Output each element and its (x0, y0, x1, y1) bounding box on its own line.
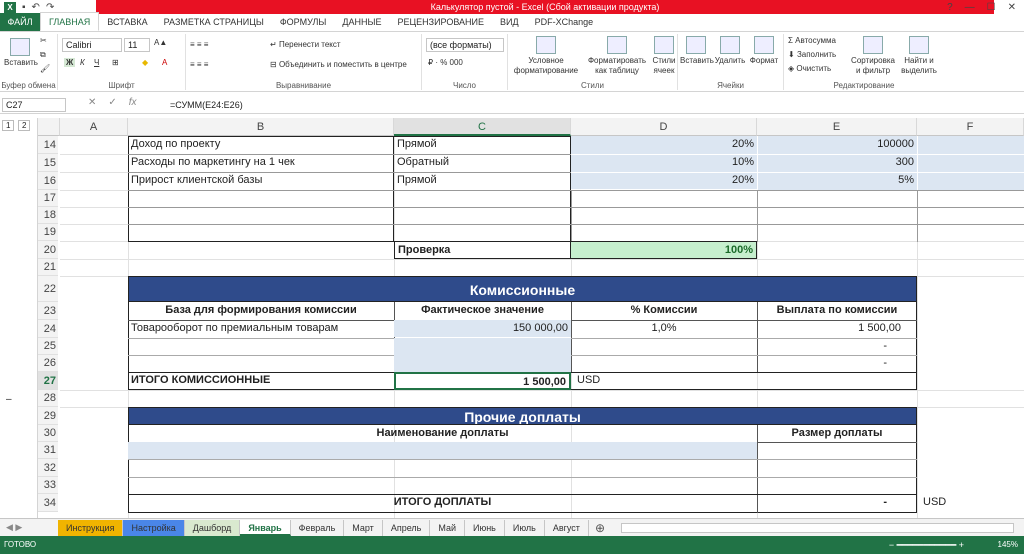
alignment-group (186, 34, 422, 90)
sheet-tab-settings[interactable]: Настройка (123, 520, 184, 536)
cell-e15[interactable]: 300 (895, 156, 914, 168)
styles-group (508, 34, 678, 90)
row-header[interactable]: 17 (38, 190, 58, 207)
cell-f34[interactable]: USD (923, 496, 947, 508)
format-as-table-button[interactable] (586, 36, 648, 76)
cell-b24[interactable]: Товарооборот по премиальным товарам (131, 322, 339, 334)
cell-d27[interactable]: USD (577, 374, 601, 386)
italic-button[interactable]: К (80, 58, 85, 67)
format-as-table-label: Форматировать как таблицу (587, 56, 647, 75)
row-header[interactable]: 18 (38, 207, 58, 224)
horizontal-scrollbar[interactable] (621, 523, 1014, 533)
outline-level-2[interactable]: 2 (18, 120, 30, 131)
insert-cells-label: Вставить (680, 56, 714, 65)
wrap-text-button[interactable]: ↵ Перенести текст (270, 40, 341, 49)
tab-insert[interactable]: ВСТАВКА (107, 17, 148, 27)
sheet-tab-march[interactable]: Март (344, 520, 383, 536)
align-left-icon[interactable]: ≡ ≡ ≡ (190, 60, 209, 69)
cell-c27-selected[interactable]: 1 500,00 (394, 372, 571, 390)
row-header[interactable]: 19 (38, 224, 58, 241)
font-group (58, 34, 186, 90)
find-select-label: Найти и выделить (901, 56, 937, 75)
autosum-button[interactable]: Σ Автосумма (788, 36, 836, 45)
cell-d16[interactable]: 20% (731, 174, 754, 186)
params-value-f (917, 136, 1024, 190)
cells-group-label: Ячейки (717, 81, 744, 90)
row-header[interactable]: 33 (38, 477, 58, 494)
cells-group (678, 34, 784, 90)
autosum-label: Автосумма (795, 36, 836, 45)
formula-bar (0, 96, 1024, 114)
cell-b14[interactable]: Доход по проекту (131, 138, 221, 150)
format-cells-label: Формат (749, 56, 779, 65)
sheet-tab-june[interactable]: Июнь (465, 520, 505, 536)
header-commission-payout: Выплата по комиссии (776, 304, 898, 316)
clipboard-group (0, 34, 58, 90)
row-header[interactable]: 24 (38, 320, 58, 338)
row-header[interactable]: 32 (38, 459, 58, 477)
outline-bar (0, 118, 38, 518)
tab-pdf-xchange[interactable]: PDF-XChange (534, 17, 594, 27)
merge-center-button[interactable]: ⊟ Объединить и поместить в центре (270, 60, 407, 69)
grow-font-icon[interactable]: A▲ (154, 38, 168, 47)
clear-label: Очистить (796, 64, 832, 73)
ribbon (0, 32, 1024, 92)
outline-level-1[interactable]: 1 (2, 120, 14, 131)
redo-icon[interactable]: ↷ (45, 1, 55, 13)
cell-styles-button[interactable] (650, 36, 678, 76)
insert-cells-button[interactable] (680, 36, 712, 65)
sheet-tab-instruction[interactable]: Инструкция (58, 520, 123, 536)
select-all-corner[interactable] (38, 118, 60, 136)
paste-button[interactable] (4, 38, 36, 67)
row-header[interactable]: 31 (38, 442, 58, 459)
underline-button[interactable]: Ч (94, 58, 100, 67)
sheet-tab-january[interactable]: Январь (240, 520, 290, 536)
paste-label: Вставить (4, 58, 38, 67)
sort-filter-label: Сортировка и фильтр (851, 56, 895, 75)
row-header[interactable]: 21 (38, 259, 58, 276)
cell-b34[interactable]: ИТОГО ДОПЛАТЫ (393, 496, 492, 508)
delete-cells-icon (720, 36, 740, 54)
sheet-tab-april[interactable]: Апрель (383, 520, 431, 536)
format-as-table-icon (607, 36, 627, 54)
cell-e25[interactable]: - (883, 340, 887, 352)
cancel-icon[interactable]: ✕ (88, 97, 97, 108)
column-header-d[interactable]: D (571, 118, 757, 136)
column-header-f[interactable]: F (917, 118, 1024, 136)
column-header-e[interactable]: E (757, 118, 917, 136)
status-ready: ГОТОВО (4, 540, 37, 549)
row-header[interactable]: 28 (38, 390, 58, 407)
percent-icon[interactable]: ₽ · % 000 (428, 58, 463, 67)
fill-button[interactable]: ⬇ Заполнить (788, 50, 837, 59)
merge-center-label: Объединить и поместить в центре (278, 60, 407, 69)
sort-filter-icon (863, 36, 883, 54)
delete-cells-label: Удалить (714, 56, 746, 65)
sort-filter-button[interactable] (850, 36, 896, 76)
alignment-group-label: Выравнивание (275, 81, 332, 90)
save-icon[interactable]: ▪ (22, 1, 26, 13)
cell-c20[interactable]: Проверка (394, 241, 571, 259)
row-header[interactable]: 20 (38, 241, 58, 259)
column-header-a[interactable]: A (60, 118, 128, 136)
font-group-label: Шрифт (108, 81, 135, 90)
clear-button[interactable]: ◈ Очистить (788, 64, 832, 73)
header-payment-name: Наименование доплаты (376, 427, 509, 439)
cell-c15[interactable]: Обратный (397, 156, 450, 168)
row-header[interactable]: 26 (38, 355, 58, 372)
cut-icon[interactable]: ✂ (40, 36, 47, 45)
tab-data[interactable]: ДАННЫЕ (342, 17, 382, 27)
maximize-icon[interactable]: ☐ (986, 1, 996, 13)
cell-e26[interactable]: - (883, 357, 887, 369)
sheet-tab-may[interactable]: Май (430, 520, 465, 536)
align-top-icon[interactable]: ≡ ≡ ≡ (190, 40, 209, 49)
other-payment-input-row[interactable] (128, 442, 757, 459)
styles-group-label: Стили (580, 81, 605, 90)
tab-formulas[interactable]: ФОРМУЛЫ (279, 17, 327, 27)
header-commission-base: База для формирования комиссии (165, 304, 357, 316)
sheet-tab-august[interactable]: Август (545, 520, 589, 536)
borders-icon[interactable]: ⊞ (112, 58, 119, 67)
enter-icon[interactable]: ✓ (108, 97, 117, 108)
tab-home[interactable]: ГЛАВНАЯ (40, 12, 99, 31)
cell-e24[interactable]: 1 500,00 (858, 322, 901, 334)
row-header[interactable]: 22 (38, 276, 58, 302)
cell-e16[interactable]: 5% (898, 174, 914, 186)
cell-e14[interactable]: 100000 (877, 138, 914, 150)
find-select-icon (909, 36, 929, 54)
font-size-select[interactable]: 11 (124, 38, 150, 52)
column-header-b[interactable]: B (128, 118, 394, 136)
paste-icon (10, 38, 30, 56)
number-format-select[interactable]: (все форматы) (426, 38, 504, 52)
undo-icon[interactable]: ↶ (31, 1, 40, 13)
number-group-label: Число (452, 81, 476, 90)
zoom-slider[interactable]: − ━━━━━━━━━━━ + (888, 540, 964, 550)
clipboard-group-label: Буфер обмена (1, 81, 56, 90)
fill-color-icon[interactable]: ◆ (142, 58, 149, 67)
conditional-format-button[interactable] (512, 36, 580, 76)
row-header[interactable]: 30 (38, 425, 58, 442)
header-actual-value: Фактическое значение (421, 304, 544, 316)
cell-c14[interactable]: Прямой (397, 138, 437, 150)
sheet-tab-bar (0, 518, 1024, 536)
row-header[interactable]: 23 (38, 302, 58, 320)
minimize-icon[interactable]: — (964, 1, 975, 13)
sheet-tab-july[interactable]: Июль (505, 520, 545, 536)
help-icon[interactable]: ? (947, 1, 953, 13)
tab-file[interactable]: ФАЙЛ (0, 13, 40, 31)
ribbon-tabs (0, 14, 1024, 32)
editing-group (784, 34, 944, 90)
zoom-level[interactable]: 145% (997, 540, 1018, 549)
font-name-select[interactable]: Calibri (62, 38, 122, 52)
row-header[interactable]: 29 (38, 407, 58, 425)
insert-function-icon[interactable]: fx (128, 97, 137, 108)
other-payments-title: Прочие доплаты (128, 407, 917, 425)
sheet-tab-dashboard[interactable]: Дашборд (185, 520, 241, 536)
tab-view[interactable]: ВИД (500, 17, 519, 27)
collapse-group-icon[interactable]: – (6, 394, 12, 405)
cell-d20[interactable]: 100% (571, 241, 757, 259)
name-box[interactable]: C27 (2, 98, 66, 112)
conditional-format-icon (536, 36, 556, 54)
cell-d24[interactable]: 1,0% (651, 322, 677, 334)
close-icon[interactable]: ✕ (1007, 1, 1016, 13)
find-select-button[interactable] (898, 36, 940, 76)
row-header-selected[interactable]: 27 (38, 372, 58, 390)
cell-styles-label: Стили ячеек (652, 56, 676, 75)
formula-controls (88, 97, 137, 108)
fill-label: Заполнить (796, 50, 837, 59)
row-header[interactable]: 14 (38, 136, 58, 154)
row-header[interactable]: 16 (38, 172, 58, 190)
format-cells-icon (754, 36, 774, 54)
cell-styles-icon (654, 36, 674, 54)
font-color-icon[interactable]: A (162, 58, 168, 67)
row-header[interactable]: 15 (38, 154, 58, 172)
status-bar (0, 536, 1024, 554)
copy-icon[interactable]: ⧉ (40, 50, 46, 59)
sheet-nav-icon[interactable]: ◀ ▶ (6, 522, 23, 532)
conditional-format-label: Условное форматирование (513, 56, 579, 75)
cell-d14[interactable]: 20% (731, 138, 754, 150)
commission-title: Комиссионные (128, 276, 917, 302)
sheet-tab-february[interactable]: Февраль (291, 520, 345, 536)
column-header-c[interactable]: C (394, 118, 571, 136)
excel-logo-icon: X (4, 2, 16, 13)
bold-button[interactable]: Ж (66, 58, 74, 67)
number-group (422, 34, 508, 90)
cell-b16[interactable]: Прирост клиентской базы (131, 174, 263, 186)
cell-d15[interactable]: 10% (731, 156, 754, 168)
editing-group-label: Редактирование (833, 81, 895, 90)
header-commission-percent: % Комиссии (630, 304, 698, 316)
cell-b27[interactable]: ИТОГО КОМИССИОННЫЕ (131, 374, 271, 386)
format-cells-button[interactable] (748, 36, 780, 65)
tab-review[interactable]: РЕЦЕНЗИРОВАНИЕ (397, 17, 485, 27)
cell-b15[interactable]: Расходы по маркетингу на 1 чек (131, 156, 295, 168)
window-title: Калькулятор пустой - Excel (Сбой активации продукта) (96, 0, 994, 14)
wrap-text-label: Перенести текст (278, 40, 341, 49)
cell-c24[interactable]: 150 000,00 (394, 320, 571, 337)
window-controls (947, 0, 1024, 14)
tab-page-layout[interactable]: РАЗМЕТКА СТРАНИЦЫ (163, 17, 264, 27)
row-header[interactable]: 25 (38, 338, 58, 355)
formula-input[interactable]: =СУММ(E24:E26) (170, 100, 243, 110)
header-payment-amount: Размер доплаты (791, 427, 883, 439)
row-header[interactable]: 34 (38, 494, 58, 512)
insert-cells-icon (686, 36, 706, 54)
cell-e34[interactable]: - (883, 496, 887, 508)
format-painter-icon[interactable]: 🖌 (40, 64, 51, 73)
delete-cells-button[interactable] (714, 36, 746, 65)
add-sheet-icon[interactable]: ⊕ (594, 520, 605, 535)
cell-c16[interactable]: Прямой (397, 174, 437, 186)
